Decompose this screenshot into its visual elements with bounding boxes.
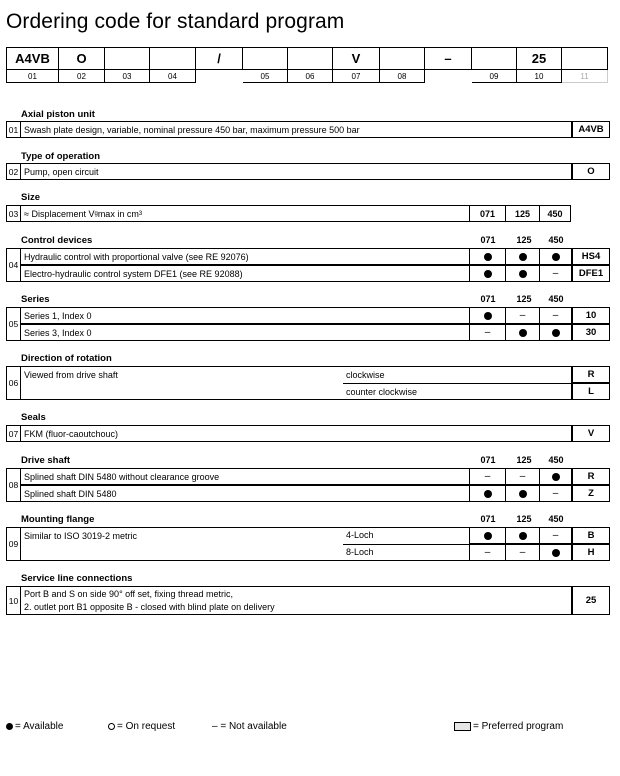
availability-mark	[540, 248, 572, 265]
section-title-direction-of-rotation: Direction of rotation	[21, 353, 112, 364]
displacement-subscript: g	[94, 210, 98, 217]
section-title-size: Size	[21, 192, 41, 203]
section-number: 08	[6, 468, 21, 502]
code-number: 01	[6, 70, 59, 83]
availability-mark	[506, 248, 540, 265]
legend-on-request-label: = On request	[117, 721, 176, 732]
column-header-071: 071	[480, 514, 496, 524]
code-cell-10: 25	[517, 47, 562, 70]
row-description: Hydraulic control with proportional valve (see RE 92076)	[21, 248, 470, 265]
available-dot-icon	[6, 723, 13, 730]
code-cell-07: V	[333, 47, 380, 70]
legend-preferred	[454, 721, 563, 732]
column-header-125: 125	[516, 455, 532, 465]
legend-available	[6, 721, 63, 732]
option-code: 30	[572, 324, 610, 341]
available-dot-icon	[484, 312, 492, 320]
row-description: Similar to ISO 3019-2 metric	[21, 527, 470, 561]
option-code: B	[572, 527, 610, 544]
code-cell-04	[150, 47, 196, 70]
legend-available-label: = Available	[15, 721, 64, 732]
column-header-450: 450	[548, 294, 564, 304]
option-code: A4VB	[572, 121, 610, 138]
available-dot-icon	[552, 329, 560, 337]
availability-mark: –	[540, 307, 572, 324]
section-title-axial-piston-unit: Axial piston unit	[21, 109, 95, 120]
availability-mark	[540, 324, 572, 341]
available-dot-icon	[484, 270, 492, 278]
option-code: V	[572, 425, 610, 442]
code-number: 04	[150, 70, 196, 83]
column-header-125: 125	[516, 514, 532, 524]
available-dot-icon	[519, 532, 527, 540]
row-description: Pump, open circuit	[21, 163, 572, 180]
size-450: 450	[540, 205, 571, 222]
option-code: L	[572, 383, 610, 400]
row-description: Series 3, Index 0	[21, 324, 470, 341]
displacement-text: ≈ Displacement V	[24, 208, 95, 219]
code-number-blank	[425, 70, 472, 83]
code-number: 05	[243, 70, 288, 83]
availability-mark: –	[470, 468, 506, 485]
availability-mark	[506, 527, 540, 544]
available-dot-icon	[519, 490, 527, 498]
code-number: 06	[288, 70, 333, 83]
section-number: 01	[6, 121, 21, 138]
availability-mark: –	[506, 468, 540, 485]
displacement-unit: max in cm	[97, 208, 139, 219]
section-number: 07	[6, 425, 21, 442]
availability-mark	[506, 485, 540, 502]
code-number: 10	[517, 70, 562, 83]
section-title-type-of-operation: Type of operation	[21, 151, 100, 162]
availability-mark: –	[506, 544, 540, 561]
legend-on-request	[108, 721, 175, 732]
availability-mark: –	[470, 544, 506, 561]
displacement-superscript: 3	[138, 210, 143, 217]
availability-mark: –	[470, 324, 506, 341]
code-cell-02: O	[59, 47, 105, 70]
option-code: R	[572, 366, 610, 383]
column-header-071: 071	[480, 455, 496, 465]
ordering-code-bar	[6, 47, 608, 70]
option-code: 25	[572, 586, 610, 615]
code-number: 09	[472, 70, 517, 83]
availability-mark	[470, 248, 506, 265]
code-cell-03	[105, 47, 150, 70]
size-071: 071	[470, 205, 506, 222]
code-number-blank	[196, 70, 243, 83]
row-description-displacement	[21, 205, 470, 222]
on-request-circle-icon	[108, 723, 115, 730]
code-number: 07	[333, 70, 380, 83]
option-code: R	[572, 468, 610, 485]
availability-mark	[470, 485, 506, 502]
option-divider	[343, 544, 470, 545]
code-separator-dash: –	[425, 47, 472, 70]
rotation-option-counter-clockwise: counter clockwise	[346, 387, 418, 397]
availability-mark	[470, 307, 506, 324]
availability-mark	[506, 324, 540, 341]
section-number: 06	[6, 366, 21, 400]
availability-mark	[506, 265, 540, 282]
row-description: Series 1, Index 0	[21, 307, 470, 324]
availability-mark	[470, 527, 506, 544]
option-code: HS4	[572, 248, 610, 265]
option-code: H	[572, 544, 610, 561]
code-number: 11	[562, 70, 608, 83]
column-header-125: 125	[516, 294, 532, 304]
ordering-code-numbers	[6, 70, 608, 83]
code-number: 08	[380, 70, 425, 83]
code-cell-06	[288, 47, 333, 70]
code-cell-08	[380, 47, 425, 70]
available-dot-icon	[484, 532, 492, 540]
section-number: 04	[6, 248, 21, 282]
row-description: FKM (fluor-caoutchouc)	[21, 425, 572, 442]
available-dot-icon	[552, 253, 560, 261]
section-title-mounting-flange: Mounting flange	[21, 514, 95, 525]
row-description: Viewed from drive shaft	[21, 366, 572, 400]
option-code: O	[572, 163, 610, 180]
legend-not-available-label: – = Not available	[212, 721, 287, 732]
section-title-drive-shaft: Drive shaft	[21, 455, 71, 466]
section-number: 09	[6, 527, 21, 561]
size-125: 125	[506, 205, 540, 222]
column-header-125: 125	[516, 235, 532, 245]
code-separator-slash: /	[196, 47, 243, 70]
code-cell-05	[243, 47, 288, 70]
section-title-control-devices: Control devices	[21, 235, 93, 246]
code-number: 02	[59, 70, 105, 83]
column-header-450: 450	[548, 455, 564, 465]
code-number: 03	[105, 70, 150, 83]
option-code: 10	[572, 307, 610, 324]
available-dot-icon	[519, 253, 527, 261]
page-title: Ordering code for standard program	[6, 10, 345, 33]
description-line-1: Port B and S on side 90° off set, fixing thread metric,	[24, 589, 234, 599]
column-header-450: 450	[548, 235, 564, 245]
availability-mark: –	[506, 307, 540, 324]
availability-mark: –	[540, 485, 572, 502]
row-description: Swash plate design, variable, nominal pressure 450 bar, maximum pressure 500 bar	[21, 121, 572, 138]
availability-mark	[540, 468, 572, 485]
row-description: Splined shaft DIN 5480 without clearance groove	[21, 468, 470, 485]
column-header-071: 071	[480, 294, 496, 304]
section-title-series: Series	[21, 294, 50, 305]
legend-not-available	[212, 721, 287, 732]
available-dot-icon	[519, 329, 527, 337]
availability-mark	[540, 544, 572, 561]
availability-mark: –	[540, 527, 572, 544]
available-dot-icon	[484, 490, 492, 498]
rotation-option-clockwise: clockwise	[346, 370, 385, 380]
section-number: 02	[6, 163, 21, 180]
available-dot-icon	[484, 253, 492, 261]
row-description: Electro-hydraulic control system DFE1 (see RE 92088)	[21, 265, 470, 282]
flange-option-8-loch: 8-Loch	[346, 547, 374, 557]
code-cell-01: A4VB	[6, 47, 59, 70]
description-line-2: 2. outlet port B1 opposite B - closed with blind plate on delivery	[24, 602, 275, 612]
section-number: 05	[6, 307, 21, 341]
code-cell-11	[562, 47, 608, 70]
row-description	[21, 586, 572, 615]
legend-preferred-label: = Preferred program	[473, 721, 564, 732]
section-title-service-line-connections: Service line connections	[21, 573, 133, 584]
flange-option-4-loch: 4-Loch	[346, 530, 374, 540]
section-title-seals: Seals	[21, 412, 46, 423]
section-number: 10	[6, 586, 21, 615]
section-number: 03	[6, 205, 21, 222]
availability-mark: –	[540, 265, 572, 282]
available-dot-icon	[519, 270, 527, 278]
column-header-071: 071	[480, 235, 496, 245]
row-description: Splined shaft DIN 5480	[21, 485, 470, 502]
option-code: Z	[572, 485, 610, 502]
column-header-450: 450	[548, 514, 564, 524]
availability-mark	[470, 265, 506, 282]
option-divider	[343, 383, 572, 384]
code-cell-09	[472, 47, 517, 70]
available-dot-icon	[552, 549, 560, 557]
preferred-box-icon	[454, 722, 471, 731]
available-dot-icon	[552, 473, 560, 481]
option-code: DFE1	[572, 265, 610, 282]
